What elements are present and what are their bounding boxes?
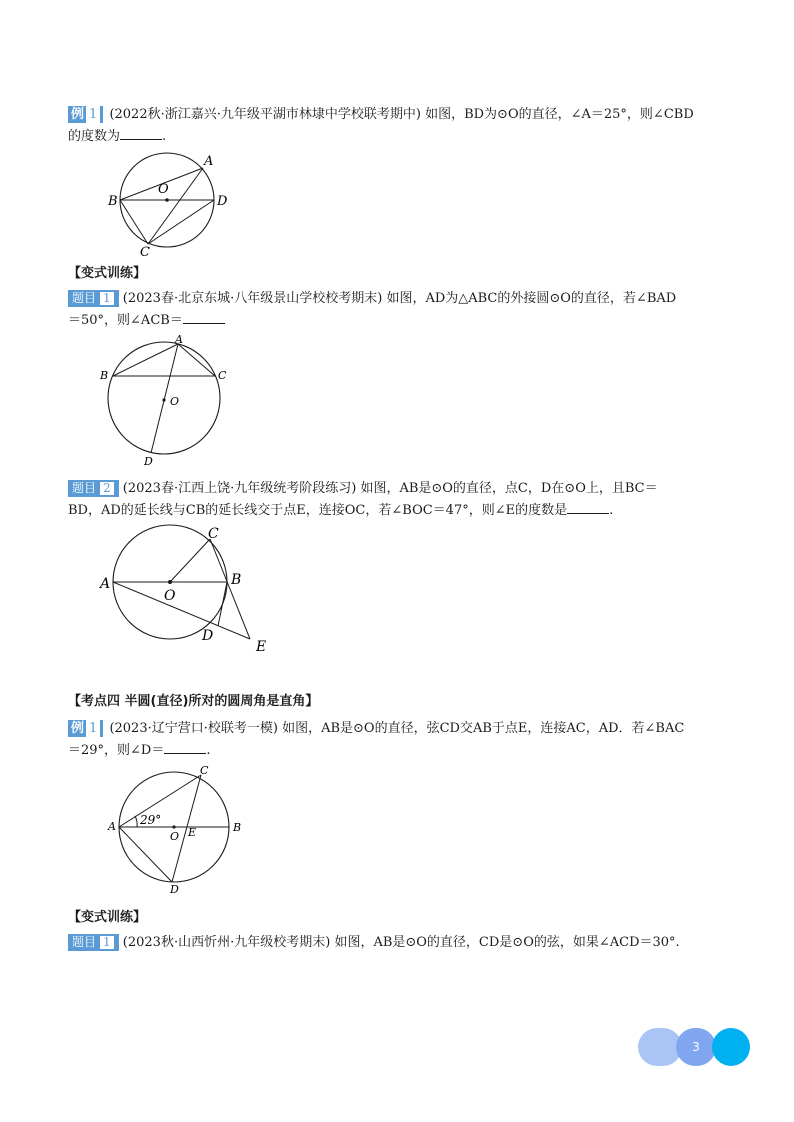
section-title-variant: 【变式训练】 <box>68 266 147 281</box>
label-d: D <box>144 455 153 468</box>
figure-example-2 <box>106 762 256 900</box>
question-3 <box>68 932 732 954</box>
label-d: D <box>217 194 228 209</box>
question-source: (2023秋·山西忻州·九年级校考期末) <box>122 935 331 950</box>
label-e: E <box>256 639 267 655</box>
period: . <box>609 503 614 518</box>
section-title-variant-2: 【变式训练】 <box>68 910 147 925</box>
example-text: 如图，BD为⊙O的直径，∠A＝25°，则∠CBD <box>425 107 694 122</box>
label-d: D <box>170 883 179 896</box>
label-c: C <box>140 245 150 260</box>
question-text: 如图，AB是⊙O的直径，CD是⊙O的弦，如果∠ACD＝30°. <box>334 935 680 950</box>
period: . <box>162 129 167 144</box>
answer-blank[interactable] <box>164 741 206 754</box>
example-2 <box>68 718 732 762</box>
label-d: D <box>202 628 214 644</box>
question-1 <box>68 288 732 332</box>
answer-blank[interactable] <box>567 501 609 514</box>
example-text-2: ＝29°，则∠D＝ <box>68 743 165 758</box>
page-badge-right <box>712 1028 750 1066</box>
example-text: 如图，AB是⊙O的直径，弦CD交AB于点E，连接AC，AD．若∠BAC <box>282 721 685 736</box>
answer-blank[interactable] <box>120 127 162 140</box>
page-badge-mid <box>676 1028 716 1066</box>
question-text-2: BD，AD的延长线与CB的延长线交于点E，连接OC，若∠BOC＝47°，则∠E的度数是 <box>68 503 568 518</box>
label-o: O <box>170 395 180 408</box>
question-text-2: ＝50°，则∠ACB＝ <box>68 313 183 328</box>
label-a: A <box>204 154 214 169</box>
label-e: E <box>188 826 197 839</box>
label-o: O <box>158 182 169 197</box>
question-2 <box>68 478 732 522</box>
label-c: C <box>208 526 219 542</box>
example-1 <box>68 104 732 148</box>
label-b: B <box>231 572 242 588</box>
question-source: (2023春·江西上饶·九年级统考阶段练习) <box>122 481 357 496</box>
question-tag: 题目 1 <box>68 290 119 307</box>
question-tag: 题目 1 <box>68 934 119 951</box>
label-o: O <box>170 830 180 843</box>
page-number: 3 <box>692 1040 700 1054</box>
label-c: C <box>218 369 227 382</box>
label-a: A <box>175 333 183 346</box>
label-b: B <box>100 369 109 382</box>
label-a: A <box>100 576 111 592</box>
question-tag: 题目 2 <box>68 480 119 497</box>
example-text-2: 的度数为 <box>68 129 121 144</box>
question-text: 如图，AB是⊙O的直径，点C，D在⊙O上，且BC＝ <box>360 481 658 496</box>
figure-example-1 <box>100 148 240 260</box>
label-a: A <box>108 820 116 833</box>
question-text: 如图，AD为△ABC的外接圆⊙O的直径，若∠BAD <box>386 291 677 306</box>
example-source: (2023·辽宁营口·校联考一模) <box>109 721 278 736</box>
question-source: (2023春·北京东城·八年级景山学校校考期末) <box>122 291 383 306</box>
section-title-point-4: 【考点四 半圆(直径)所对的圆周角是直角】 <box>68 694 319 709</box>
example-source: (2022秋·浙江嘉兴·九年级平湖市林埭中学校联考期中) <box>109 107 421 122</box>
label-b: B <box>233 821 242 834</box>
label-b: B <box>108 194 118 209</box>
example-tag: 例 1 <box>68 720 103 737</box>
figure-question-2 <box>98 524 278 656</box>
answer-blank[interactable] <box>183 311 225 324</box>
label-c: C <box>200 764 209 777</box>
example-tag: 例 1 <box>68 106 103 123</box>
angle-label: 29° <box>140 813 162 827</box>
period: . <box>206 743 211 758</box>
figure-question-1 <box>96 332 246 468</box>
label-o: O <box>164 588 176 604</box>
